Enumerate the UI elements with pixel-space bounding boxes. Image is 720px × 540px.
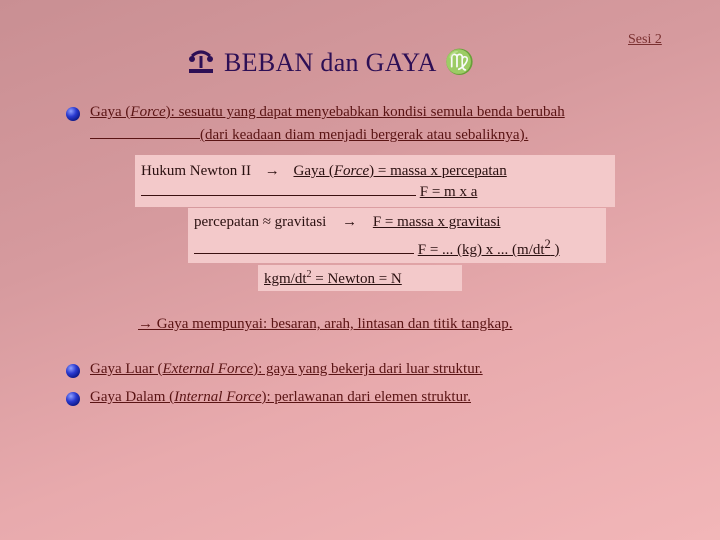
unit-equation: kgm/$dt^2$ = Newton = N [264,269,402,287]
bullet-icon [66,107,80,121]
properties-line: → Gaya mempunyai: besaran, arah, lintasan dan titik tangkap. [138,316,513,332]
external-force-line: Gaya Luar (External Force): gaya yang bekerja dari luar struktur. [90,361,483,377]
newton-equation-2: F = m x a [419,184,478,200]
session-label[interactable]: Sesi 2 [628,32,662,47]
newton-equation-1: Gaya (Force) = massa x percepatan [293,163,507,179]
gaya-definition-line2: (dari keadaan diam menjadi bergerak atau sebaliknya). [90,127,528,144]
arrow-icon: → [264,163,280,179]
arrow-icon: → [342,214,358,230]
page-title: BEBAN dan GAYA [224,48,437,77]
gravity-box [188,208,606,263]
gravity-equation-2: F = ... (kg) x ... ($m/dt^2$ ) [417,237,560,258]
gravity-label: percepatan ≈ gravitasi [194,214,327,230]
virgo-icon: ♍ [444,50,475,76]
title-row [186,48,475,78]
internal-force-line: Gaya Dalam (Internal Force): perlawanan dari elemen struktur. [90,389,471,405]
bullet-icon [66,392,80,406]
unit-box [258,265,462,291]
newton-label: Hukum Newton II [141,163,251,179]
gaya-definition-line1: Gaya (Force): sesuatu yang dapat menyebabkan kondisi semula benda berubah [90,104,565,120]
bullet-icon [66,364,80,378]
gravity-equation-1: F = massa x gravitasi [372,214,501,230]
newton-box [135,155,615,207]
scales-icon [186,50,216,76]
